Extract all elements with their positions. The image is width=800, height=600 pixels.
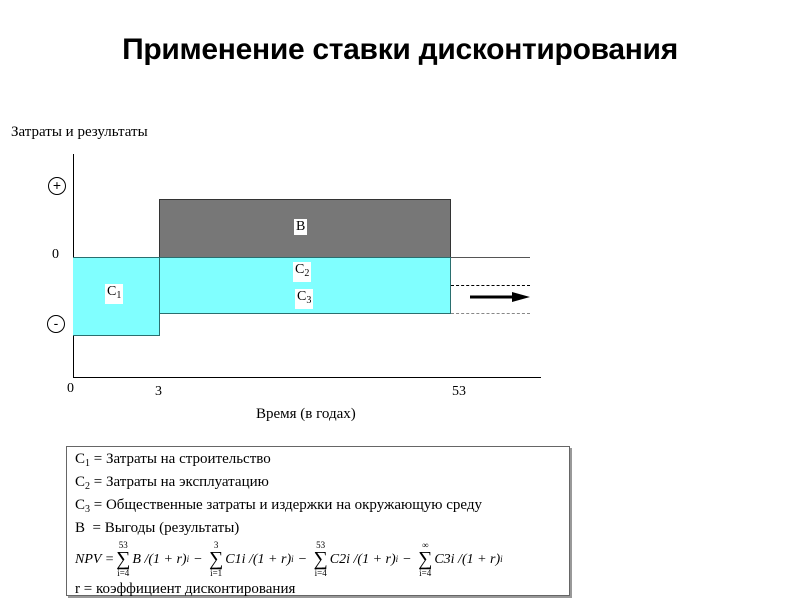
zero-y-label: 0 <box>52 247 59 262</box>
x-tick-0: 0 <box>67 381 74 396</box>
x-axis-label: Время (в годах) <box>256 406 356 422</box>
x-axis <box>73 377 541 378</box>
legend-item-c3: $C_3$ = Общественные затраты и издержки на окружающую среду <box>75 497 483 515</box>
plus-sign-icon: + <box>48 177 66 195</box>
benefits-block <box>159 199 451 258</box>
x-tick-3: 3 <box>155 384 162 399</box>
zero-line-extension <box>451 257 530 258</box>
legend-item-b: B = Выгоды (результаты) <box>75 520 240 536</box>
legend-box <box>66 446 570 596</box>
legend-footer: r = коэффициент дисконтирования <box>75 581 296 597</box>
c1-label: $C_1$ <box>105 284 123 304</box>
benefits-label: B <box>296 219 306 234</box>
x-tick-53: 53 <box>452 384 466 399</box>
c3-dashed-extension <box>451 313 530 314</box>
operating-cost-block <box>159 257 451 286</box>
social-cost-block <box>159 285 451 314</box>
minus-sign-icon: - <box>47 315 65 333</box>
construction-cost-block <box>73 257 160 336</box>
c2-label: $C_2$ <box>293 262 311 282</box>
c2-dashed-extension <box>451 285 530 286</box>
y-axis-label: Затраты и результаты <box>11 124 148 140</box>
arrow-right-icon <box>468 291 532 303</box>
page-title: Применение ставки дисконтирования <box>122 33 678 66</box>
c3-label: $C_3$ <box>295 289 313 309</box>
legend-item-c1: $C_1$ = Затраты на строительство <box>75 451 271 469</box>
npv-formula: NPV = 53 ∑ i=4 B /(1 + r) i − 3 ∑ i=1 C1i /(1 + r) i − 53 ∑ i=4 C2i /(1 + r) i − ∞ ∑ i=4 C3i /(1 + r) i <box>75 540 503 578</box>
legend-item-c2: $C_2$ = Затраты на эксплуатацию <box>75 474 269 492</box>
